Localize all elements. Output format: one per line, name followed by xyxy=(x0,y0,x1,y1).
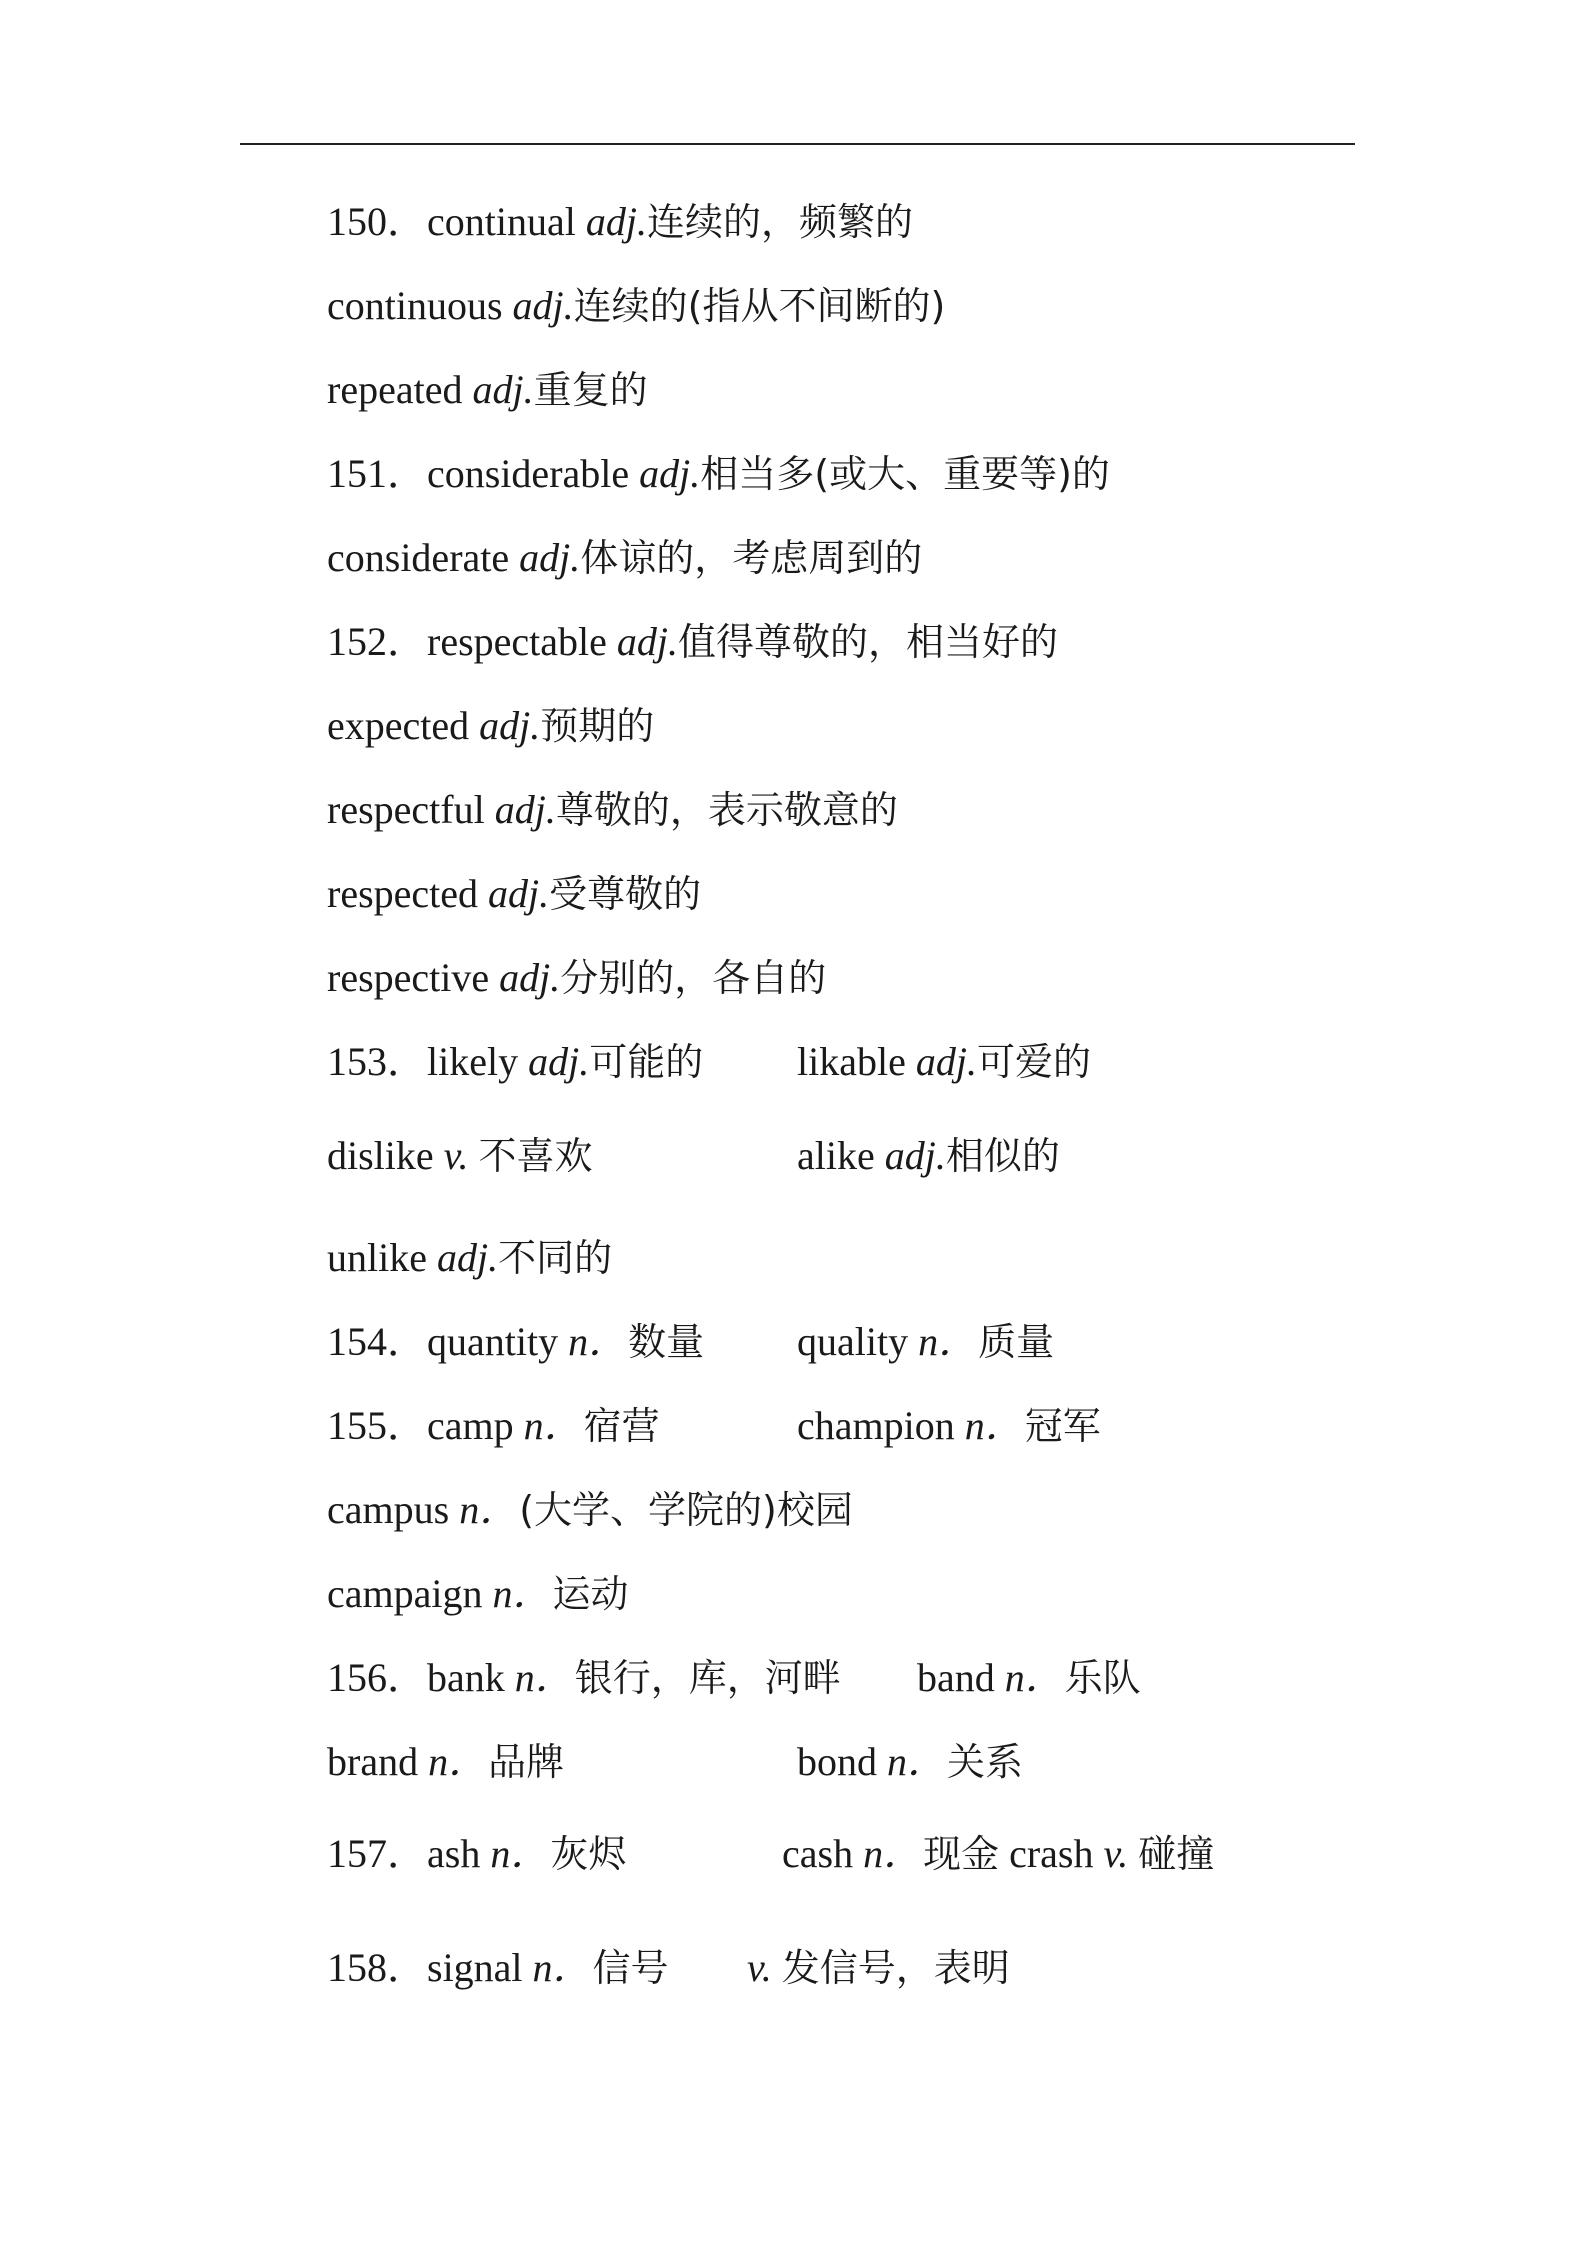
entry-considerate xyxy=(327,532,922,584)
part-of-speech: n． xyxy=(863,1831,924,1876)
part-of-speech: adj. xyxy=(512,283,574,328)
entry-number: 153． xyxy=(327,1039,427,1084)
entry-word: alike xyxy=(797,1133,875,1178)
entry-word: continuous xyxy=(327,283,503,328)
entry-number: 151． xyxy=(327,451,427,496)
definition: 银行，库，河畔 xyxy=(574,1656,841,1700)
entry-respective xyxy=(327,952,826,1004)
part-of-speech: adj. xyxy=(585,199,647,244)
definition: 数量 xyxy=(628,1320,705,1364)
definition: 可能的 xyxy=(589,1040,704,1084)
entry-expected xyxy=(327,700,654,752)
definition: 不喜欢 xyxy=(478,1134,593,1178)
definition: (大学、学院的)校园 xyxy=(519,1488,853,1532)
entry-158-signal xyxy=(327,1942,1227,1994)
part-of-speech: v. xyxy=(443,1133,469,1178)
definition: 相似的 xyxy=(945,1134,1060,1178)
part-of-speech: adj. xyxy=(479,703,541,748)
entry-153-likely xyxy=(327,1036,1227,1088)
entry-word: bank xyxy=(427,1655,505,1700)
definition: 不同的 xyxy=(498,1236,613,1280)
definition: 碰撞 xyxy=(1138,1832,1215,1876)
part-of-speech: n． xyxy=(459,1487,520,1532)
part-of-speech: adj. xyxy=(528,1039,590,1084)
part-of-speech: adj. xyxy=(639,451,701,496)
entry-word: considerable xyxy=(427,451,630,496)
entry-band xyxy=(917,1652,1141,1704)
entry-word: signal xyxy=(427,1945,523,1990)
entry-word: likely xyxy=(427,1039,519,1084)
entry-word: respective xyxy=(327,955,490,1000)
definition: 乐队 xyxy=(1064,1656,1141,1700)
part-of-speech: adj. xyxy=(494,787,556,832)
definition: 体谅的，考虑周到的 xyxy=(580,536,923,580)
entry-likable xyxy=(797,1036,1091,1088)
entry-brand xyxy=(327,1736,1227,1788)
entry-number: 157． xyxy=(327,1831,427,1876)
entry-word: unlike xyxy=(327,1235,427,1280)
entry-word: respectable xyxy=(427,619,607,664)
entry-continuous xyxy=(327,280,945,332)
part-of-speech: n． xyxy=(428,1739,489,1784)
entry-number: 150． xyxy=(327,199,427,244)
entry-word: respectful xyxy=(327,787,485,832)
entry-word: champion xyxy=(797,1403,955,1448)
part-of-speech: n． xyxy=(918,1319,979,1364)
part-of-speech: n． xyxy=(492,1571,553,1616)
entry-word: likable xyxy=(797,1039,906,1084)
entry-number: 156． xyxy=(327,1655,427,1700)
entry-156-bank xyxy=(327,1652,1227,1704)
definition: 信号 xyxy=(592,1946,669,1990)
entry-150-continual xyxy=(327,196,913,248)
entry-word: camp xyxy=(427,1403,514,1448)
entry-number: 154． xyxy=(327,1319,427,1364)
entry-quality xyxy=(797,1316,1054,1368)
definition: 品牌 xyxy=(488,1740,565,1784)
entry-campus xyxy=(327,1484,853,1536)
entry-alike xyxy=(797,1130,1060,1182)
entry-number: 158． xyxy=(327,1945,427,1990)
entry-number: 155． xyxy=(327,1403,427,1448)
part-of-speech: v. xyxy=(1103,1831,1129,1876)
definition: 值得尊敬的，相当好的 xyxy=(678,620,1059,664)
definition: 分别的，各自的 xyxy=(560,956,827,1000)
entry-word: bond xyxy=(797,1739,877,1784)
definition: 灰烬 xyxy=(550,1832,627,1876)
entry-155-camp xyxy=(327,1400,1227,1452)
part-of-speech: adj. xyxy=(488,871,550,916)
entry-word: quality xyxy=(797,1319,909,1364)
entry-number: 152． xyxy=(327,619,427,664)
entry-154-quantity xyxy=(327,1316,1227,1368)
entry-word: dislike xyxy=(327,1133,434,1178)
definition: 相当多(或大、重要等)的 xyxy=(700,452,1110,496)
definition: 连续的，频繁的 xyxy=(646,200,913,244)
definition: 受尊敬的 xyxy=(549,872,702,916)
definition: 尊敬的，表示敬意的 xyxy=(555,788,898,832)
definition: 质量 xyxy=(978,1320,1055,1364)
entry-152-respectable xyxy=(327,616,1058,668)
entry-word: considerate xyxy=(327,535,510,580)
entry-respected xyxy=(327,868,701,920)
entry-repeated xyxy=(327,364,648,416)
entry-word: campaign xyxy=(327,1571,483,1616)
entry-signal-verb xyxy=(747,1942,1010,1994)
entry-word: campus xyxy=(327,1487,450,1532)
entry-word: band xyxy=(917,1655,995,1700)
header-rule xyxy=(240,143,1355,145)
entry-campaign xyxy=(327,1568,629,1620)
definition: 冠军 xyxy=(1024,1404,1101,1448)
entry-respectful xyxy=(327,784,898,836)
entry-word: crash xyxy=(1009,1831,1094,1876)
definition: 发信号，表明 xyxy=(781,1946,1010,1990)
part-of-speech: n． xyxy=(887,1739,947,1784)
entry-151-considerable xyxy=(327,448,1110,500)
part-of-speech: n． xyxy=(523,1403,584,1448)
part-of-speech: adj. xyxy=(499,955,561,1000)
part-of-speech: n． xyxy=(490,1831,551,1876)
entry-word: ash xyxy=(427,1831,481,1876)
definition: 重复的 xyxy=(533,368,648,412)
definition: 可爱的 xyxy=(976,1040,1091,1084)
entry-cash-crash xyxy=(782,1828,1214,1880)
part-of-speech: adj. xyxy=(884,1133,946,1178)
entry-word: repeated xyxy=(327,367,463,412)
definition: 宿营 xyxy=(583,1404,660,1448)
part-of-speech: adj. xyxy=(616,619,679,664)
part-of-speech: adj. xyxy=(519,535,581,580)
definition: 预期的 xyxy=(540,704,655,748)
part-of-speech: n． xyxy=(514,1655,575,1700)
entry-word: cash xyxy=(782,1831,854,1876)
part-of-speech: n． xyxy=(568,1319,629,1364)
part-of-speech: n． xyxy=(1004,1655,1065,1700)
part-of-speech: adj. xyxy=(436,1235,499,1280)
part-of-speech: adj. xyxy=(915,1039,977,1084)
entry-157-ash xyxy=(327,1828,1327,1880)
entry-word: continual xyxy=(427,199,576,244)
definition: 现金 xyxy=(923,1832,1000,1876)
definition: 运动 xyxy=(552,1572,629,1616)
part-of-speech: n． xyxy=(964,1403,1025,1448)
entry-unlike xyxy=(327,1232,612,1284)
entry-dislike xyxy=(327,1130,1227,1182)
entry-word: quantity xyxy=(427,1319,559,1364)
entry-champion xyxy=(797,1400,1101,1452)
part-of-speech: n． xyxy=(532,1945,593,1990)
definition: 连续的(指从不间断的) xyxy=(573,284,946,328)
entry-word: respected xyxy=(327,871,479,916)
part-of-speech: adj. xyxy=(472,367,534,412)
definition: 关系 xyxy=(947,1740,1024,1784)
entry-bond xyxy=(797,1736,1023,1788)
part-of-speech: v. xyxy=(747,1945,772,1990)
entry-word: brand xyxy=(327,1739,419,1784)
entry-word: expected xyxy=(327,703,470,748)
